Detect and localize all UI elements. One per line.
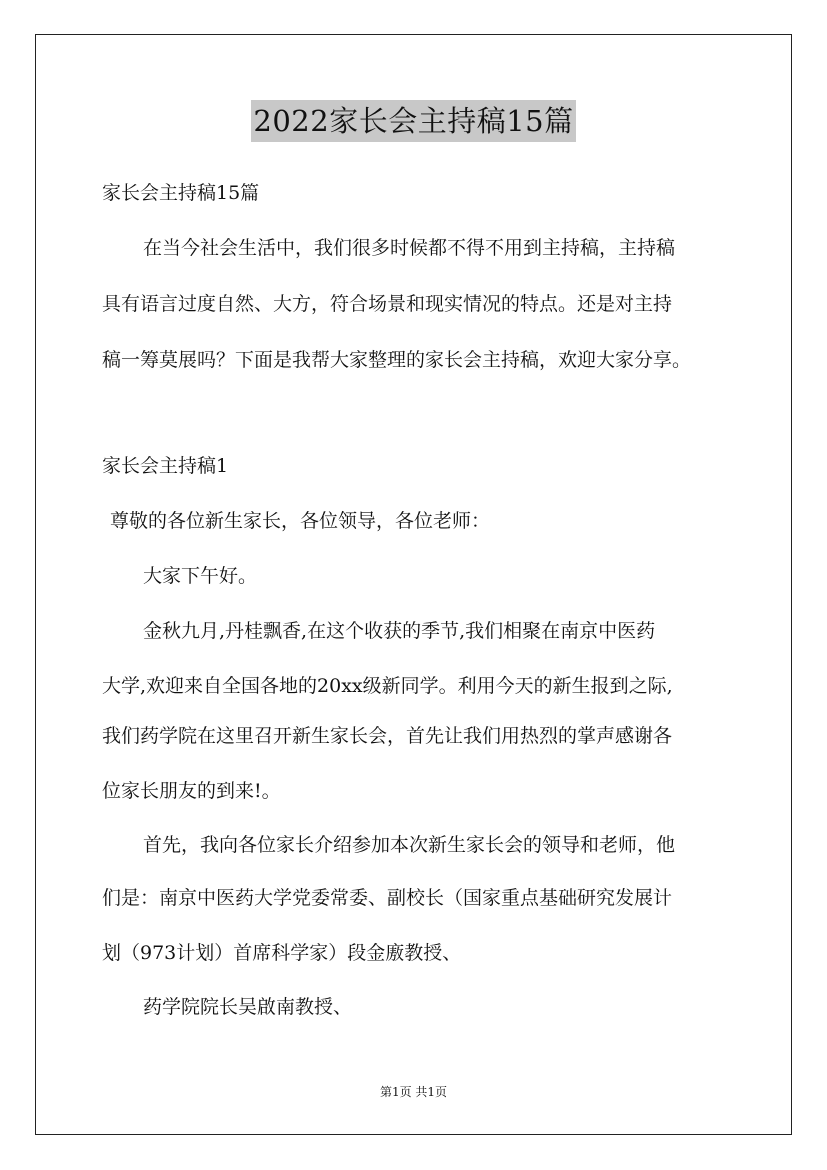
para1-line-4: 位家长朋友的到来!。 <box>102 780 281 802</box>
para2-line-1: 首先，我向各位家长介绍参加本次新生家长会的领导和老师，他 <box>143 834 676 856</box>
para1-line-2: 大学,欢迎来自全国各地的20xx级新同学。利用今天的新生报到之际, <box>102 675 673 697</box>
document-subtitle: 家长会主持稿15篇 <box>102 182 260 204</box>
para3-line-1: 药学院院长吴啟南教授、 <box>143 996 353 1018</box>
page-footer <box>0 1084 827 1100</box>
para1-line-3: 我们药学院在这里召开新生家长会，首先让我们用热烈的掌声感谢各 <box>102 725 673 747</box>
para1-line-1: 金秋九月,丹桂飘香,在这个收获的季节,我们相聚在南京中医药 <box>143 620 656 642</box>
para2-line-2: 们是：南京中医药大学党委常委、副校长（国家重点基础研究发展计 <box>102 887 673 909</box>
intro-line-1: 在当今社会生活中，我们很多时候都不得不用到主持稿，主持稿 <box>143 237 676 259</box>
title-container <box>0 100 827 142</box>
document-title: 2022家长会主持稿15篇 <box>251 100 575 142</box>
intro-line-3: 稿一筹莫展吗？下面是我帮大家整理的家长会主持稿，欢迎大家分享。 <box>102 349 692 371</box>
greeting: 大家下午好。 <box>143 565 258 587</box>
section-heading: 家长会主持稿1 <box>102 455 229 477</box>
intro-line-2: 具有语言过度自然、大方，符合场景和现实情况的特点。还是对主持 <box>102 293 673 315</box>
para2-line-3: 划（973计划）首席科学家）段金廒教授、 <box>102 942 462 964</box>
page-number-label: 第1页 共1页 <box>379 1085 448 1099</box>
salutation: 尊敬的各位新生家长，各位领导，各位老师： <box>110 510 491 532</box>
